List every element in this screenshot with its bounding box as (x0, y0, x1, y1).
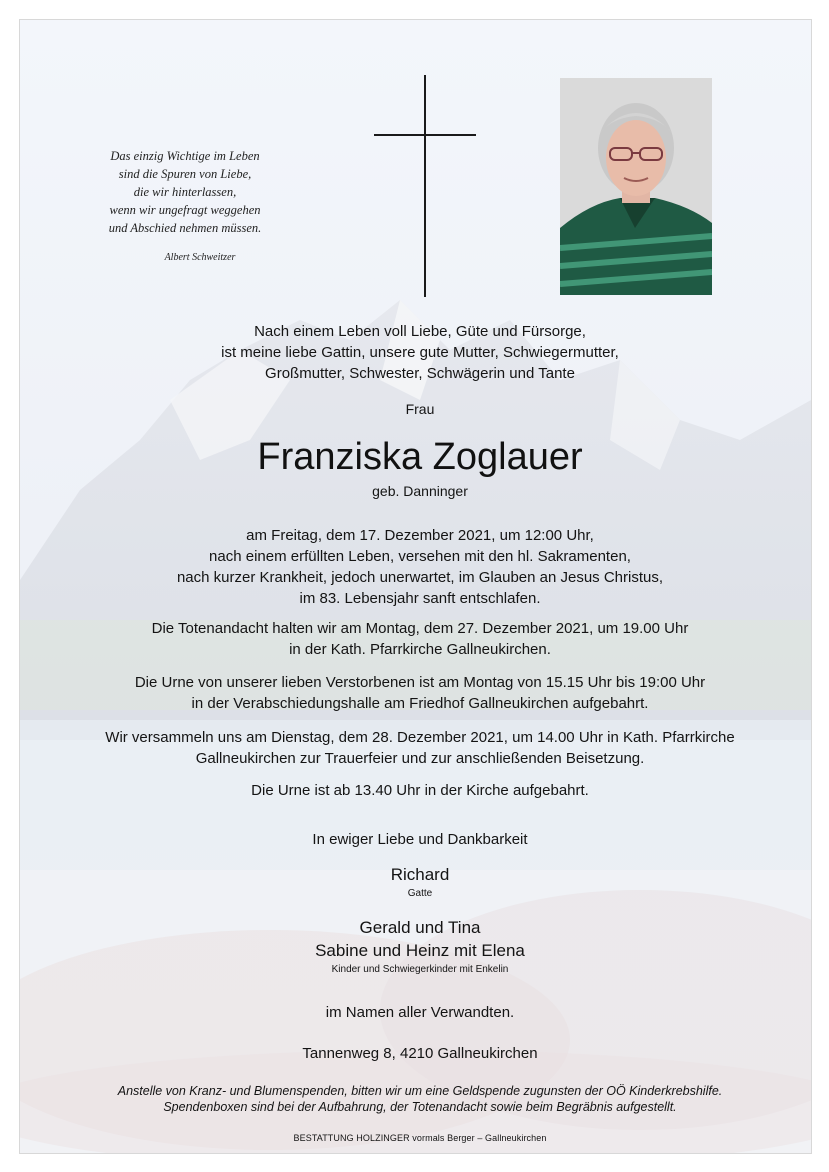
spouse-role: Gatte (407, 888, 433, 899)
intro-line: Nach einem Leben voll Liebe, Güte und Fürsorge, (254, 323, 586, 340)
quote-text (75, 147, 295, 237)
relatives-line: im Namen aller Verwandten. (325, 1004, 515, 1021)
donation-line: Anstelle von Kranz- und Blumenspenden, bitten wir um eine Geldspende zugunsten der OÖ Kinderkrebshilfe. (117, 1084, 723, 1098)
paragraph-line: Die Totenandacht halten wir am Montag, dem 27. Dezember 2021, um 19.00 Uhr (151, 620, 689, 637)
quote-line: die wir hinterlassen, (133, 185, 237, 199)
death-announcement (80, 525, 760, 609)
paragraph-line: Die Urne von unserer lieben Verstorbenen ist am Montag von 15.15 Uhr bis 19:00 Uhr (134, 674, 706, 691)
quote-author: Albert Schweitzer (164, 252, 236, 263)
salutation: Frau (405, 401, 435, 417)
quote-line: sind die Spuren von Liebe, (118, 167, 252, 181)
urn-church-info (80, 780, 760, 801)
children-role: Kinder und Schwiegerkinder mit Enkelin (331, 964, 509, 975)
vigil-info (80, 618, 760, 660)
intro-text (120, 321, 720, 384)
paragraph-line: Die Urne ist ab 13.40 Uhr in der Kirche aufgebahrt. (251, 782, 589, 799)
deceased-name: Franziska Zoglauer (257, 436, 583, 478)
quote-line: Das einzig Wichtige im Leben (110, 149, 260, 163)
funeral-info (80, 727, 760, 769)
spouse-name: Richard (390, 865, 450, 884)
children-line: Sabine und Heinz mit Elena (315, 941, 525, 960)
birth-name: geb. Danninger (372, 483, 468, 499)
mourners-intro: In ewiger Liebe und Dankbarkeit (312, 831, 528, 848)
donation-note (60, 1083, 780, 1115)
paragraph-line: in der Kath. Pfarrkirche Gallneukirchen. (289, 641, 551, 658)
children-line: Gerald und Tina (359, 918, 481, 937)
quote-line: wenn wir ungefragt weggehen (109, 203, 261, 217)
urn-viewing-info (80, 672, 760, 714)
paragraph-line: nach kurzer Krankheit, jedoch unerwartet, im Glauben an Jesus Christus, (176, 569, 664, 586)
paragraph-line: am Freitag, dem 17. Dezember 2021, um 12:00 Uhr, (246, 527, 594, 544)
paragraph-line: in der Verabschiedungshalle am Friedhof Gallneukirchen aufgebahrt. (191, 695, 649, 712)
address: Tannenweg 8, 4210 Gallneukirchen (302, 1045, 538, 1062)
cross-icon (374, 75, 476, 297)
funeral-home-footer: BESTATTUNG HOLZINGER vormals Berger – Gallneukirchen (293, 1133, 547, 1143)
intro-line: Großmutter, Schwester, Schwägerin und Tante (265, 365, 575, 382)
donation-line: Spendenboxen sind bei der Aufbahrung, der Totenandacht sowie beim Begräbnis aufgestellt. (163, 1100, 677, 1114)
quote-line: und Abschied nehmen müssen. (108, 221, 262, 235)
obituary-card (19, 19, 812, 1154)
portrait-photo (560, 78, 712, 295)
paragraph-line: Gallneukirchen zur Trauerfeier und zur anschließenden Beisetzung. (195, 750, 645, 767)
paragraph-line: im 83. Lebensjahr sanft entschlafen. (299, 590, 541, 607)
paragraph-line: Wir versammeln uns am Dienstag, dem 28. Dezember 2021, um 14.00 Uhr in Kath. Pfarrkirche (105, 729, 735, 746)
paragraph-line: nach einem erfüllten Leben, versehen mit den hl. Sakramenten, (209, 548, 631, 565)
intro-line: ist meine liebe Gattin, unsere gute Mutter, Schwiegermutter, (221, 344, 619, 361)
